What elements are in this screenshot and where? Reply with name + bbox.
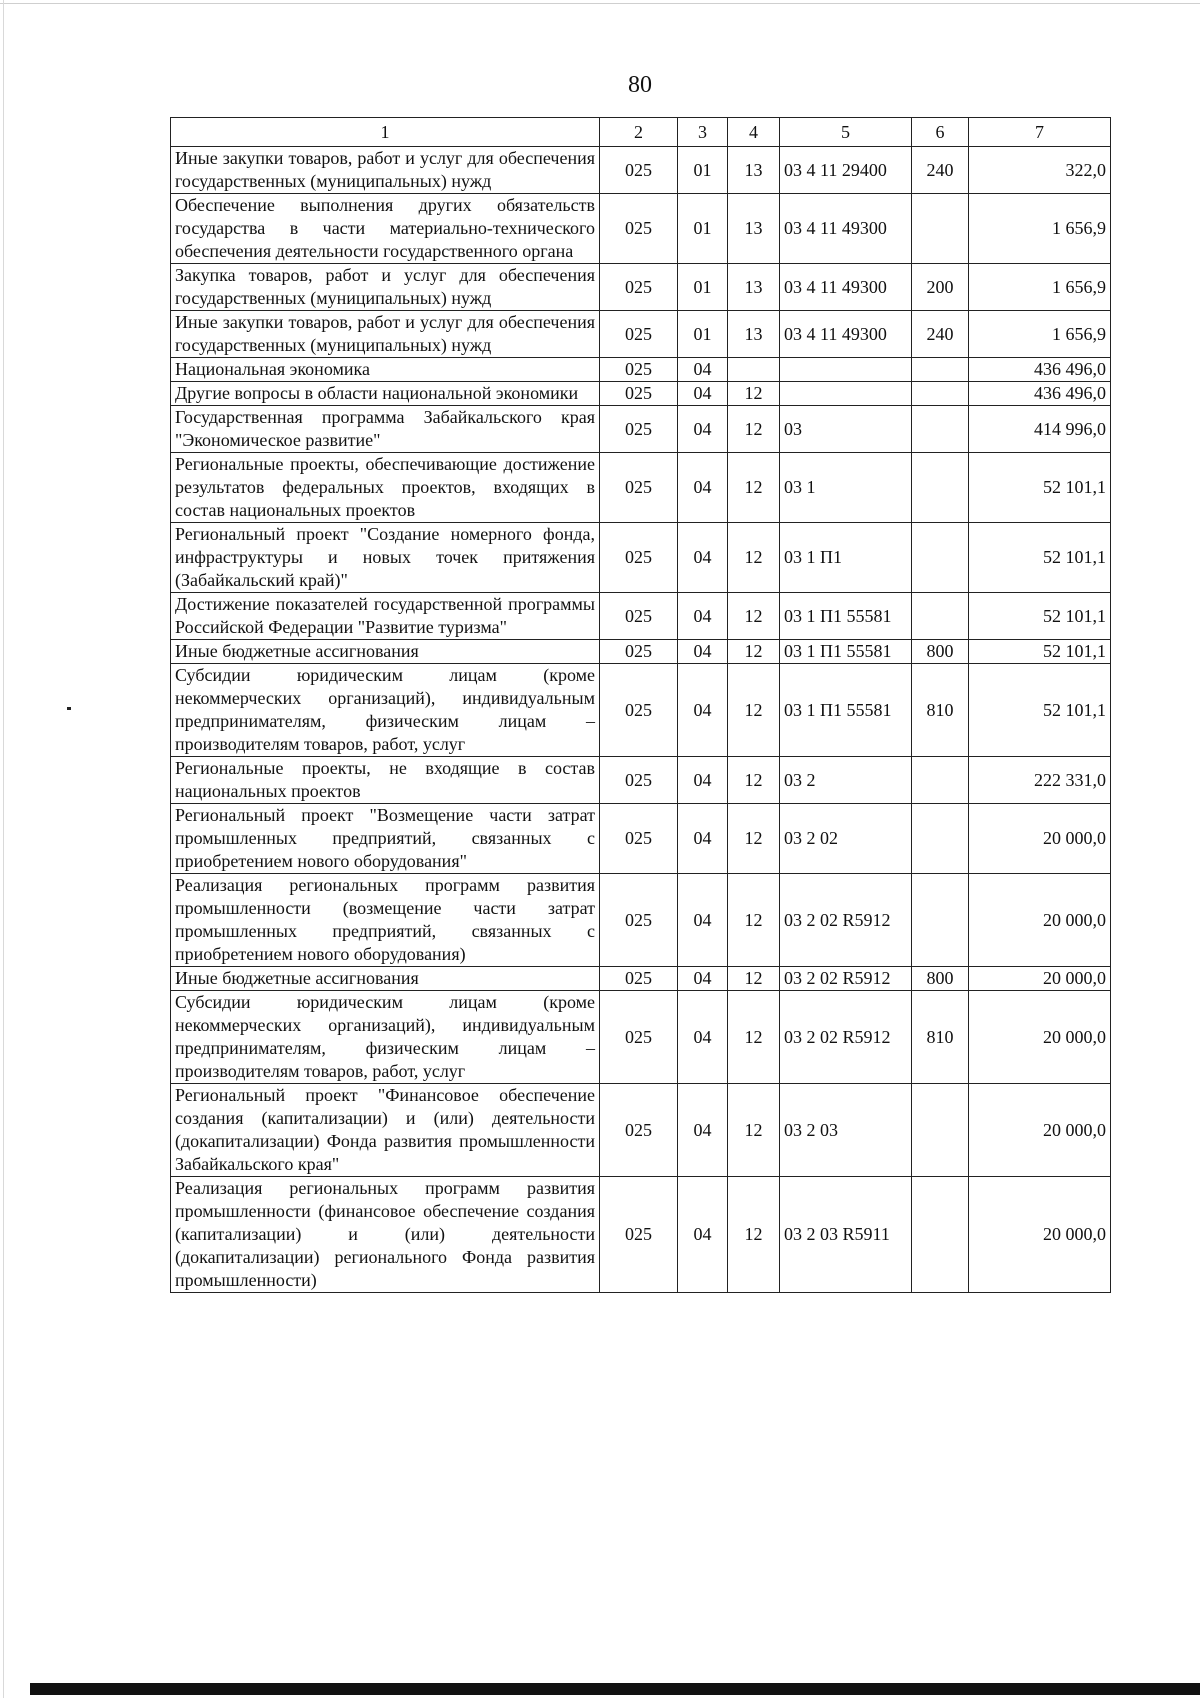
row-description: Региональный проект "Возмещение части затрат промышленных предприятий, связанных с приобретением нового оборудования" bbox=[171, 804, 600, 874]
subsection-code: 12 bbox=[728, 664, 780, 757]
target-article-code: 03 2 03 R5911 bbox=[780, 1177, 912, 1293]
ministry-code: 025 bbox=[600, 664, 678, 757]
section-code: 04 bbox=[678, 874, 728, 967]
row-description: Субсидии юридическим лицам (кроме некоммерческих организаций), индивидуальным предпринимателям, физическим лицам – производителям товаров, работ, услуг bbox=[171, 991, 600, 1084]
amount: 52 101,1 bbox=[969, 640, 1111, 664]
table-row bbox=[171, 1084, 1111, 1177]
amount: 414 996,0 bbox=[969, 406, 1111, 453]
table-header-row bbox=[171, 118, 1111, 147]
row-description: Региональный проект "Создание номерного фонда, инфраструктуры и новых точек притяжения (Забайкальский край)" bbox=[171, 523, 600, 593]
subsection-code: 12 bbox=[728, 382, 780, 406]
subsection-code: 12 bbox=[728, 453, 780, 523]
subsection-code: 12 bbox=[728, 406, 780, 453]
row-description: Национальная экономика bbox=[171, 358, 600, 382]
table-row bbox=[171, 874, 1111, 967]
table-row bbox=[171, 664, 1111, 757]
subsection-code: 12 bbox=[728, 1177, 780, 1293]
table-row bbox=[171, 453, 1111, 523]
header-col-2: 2 bbox=[600, 118, 678, 147]
section-code: 04 bbox=[678, 1084, 728, 1177]
ministry-code: 025 bbox=[600, 593, 678, 640]
ministry-code: 025 bbox=[600, 523, 678, 593]
scan-edge-bottom bbox=[30, 1683, 1200, 1695]
amount: 20 000,0 bbox=[969, 1177, 1111, 1293]
row-description: Достижение показателей государственной программы Российской Федерации "Развитие туризма" bbox=[171, 593, 600, 640]
expense-type-code: 800 bbox=[912, 640, 969, 664]
table-row bbox=[171, 147, 1111, 194]
subsection-code: 12 bbox=[728, 804, 780, 874]
target-article-code bbox=[780, 382, 912, 406]
expense-type-code bbox=[912, 593, 969, 640]
amount: 20 000,0 bbox=[969, 874, 1111, 967]
expense-type-code: 200 bbox=[912, 264, 969, 311]
header-col-7: 7 bbox=[969, 118, 1111, 147]
target-article-code: 03 4 11 49300 bbox=[780, 194, 912, 264]
subsection-code: 13 bbox=[728, 264, 780, 311]
row-description: Региональные проекты, не входящие в состав национальных проектов bbox=[171, 757, 600, 804]
table-row bbox=[171, 264, 1111, 311]
scan-edge-top bbox=[0, 3, 1200, 4]
expense-type-code bbox=[912, 382, 969, 406]
subsection-code: 13 bbox=[728, 147, 780, 194]
amount: 52 101,1 bbox=[969, 523, 1111, 593]
ministry-code: 025 bbox=[600, 453, 678, 523]
target-article-code: 03 2 02 bbox=[780, 804, 912, 874]
row-description: Реализация региональных программ развития промышленности (возмещение части затрат промышленных предприятий, связанных с приобретением нового оборудования) bbox=[171, 874, 600, 967]
amount: 20 000,0 bbox=[969, 804, 1111, 874]
section-code: 04 bbox=[678, 453, 728, 523]
scan-edge-left bbox=[3, 0, 4, 1698]
ministry-code: 025 bbox=[600, 640, 678, 664]
section-code: 04 bbox=[678, 804, 728, 874]
amount: 1 656,9 bbox=[969, 264, 1111, 311]
row-description: Обеспечение выполнения других обязательств государства в части материально-технического обеспечения деятельности государственного органа bbox=[171, 194, 600, 264]
target-article-code: 03 1 П1 55581 bbox=[780, 640, 912, 664]
subsection-code bbox=[728, 358, 780, 382]
amount: 322,0 bbox=[969, 147, 1111, 194]
table-row bbox=[171, 804, 1111, 874]
section-code: 04 bbox=[678, 991, 728, 1084]
expense-type-code bbox=[912, 453, 969, 523]
page-number: 80 bbox=[628, 72, 652, 98]
target-article-code: 03 2 bbox=[780, 757, 912, 804]
target-article-code: 03 2 02 R5912 bbox=[780, 991, 912, 1084]
row-description: Иные закупки товаров, работ и услуг для обеспечения государственных (муниципальных) нужд bbox=[171, 311, 600, 358]
table-row bbox=[171, 991, 1111, 1084]
amount: 222 331,0 bbox=[969, 757, 1111, 804]
table-row bbox=[171, 1177, 1111, 1293]
header-col-6: 6 bbox=[912, 118, 969, 147]
section-code: 04 bbox=[678, 664, 728, 757]
amount: 20 000,0 bbox=[969, 991, 1111, 1084]
header-col-1: 1 bbox=[171, 118, 600, 147]
scan-speck bbox=[67, 707, 71, 710]
target-article-code: 03 4 11 29400 bbox=[780, 147, 912, 194]
row-description: Региональный проект "Финансовое обеспечение создания (капитализации) и (или) деятельности (докапитализации) Фонда развития промышленности Забайкальского края" bbox=[171, 1084, 600, 1177]
expense-type-code: 810 bbox=[912, 664, 969, 757]
amount: 20 000,0 bbox=[969, 967, 1111, 991]
expense-type-code bbox=[912, 406, 969, 453]
section-code: 01 bbox=[678, 194, 728, 264]
table-row bbox=[171, 593, 1111, 640]
target-article-code bbox=[780, 358, 912, 382]
subsection-code: 13 bbox=[728, 194, 780, 264]
subsection-code: 12 bbox=[728, 523, 780, 593]
ministry-code: 025 bbox=[600, 311, 678, 358]
target-article-code: 03 2 02 R5912 bbox=[780, 874, 912, 967]
section-code: 04 bbox=[678, 593, 728, 640]
row-description: Иные бюджетные ассигнования bbox=[171, 967, 600, 991]
row-description: Другие вопросы в области национальной экономики bbox=[171, 382, 600, 406]
section-code: 04 bbox=[678, 358, 728, 382]
row-description: Региональные проекты, обеспечивающие достижение результатов федеральных проектов, входящих в состав национальных проектов bbox=[171, 453, 600, 523]
expense-type-code bbox=[912, 757, 969, 804]
amount: 1 656,9 bbox=[969, 194, 1111, 264]
row-description: Субсидии юридическим лицам (кроме некоммерческих организаций), индивидуальным предпринимателям, физическим лицам – производителям товаров, работ, услуг bbox=[171, 664, 600, 757]
row-description: Иные закупки товаров, работ и услуг для обеспечения государственных (муниципальных) нужд bbox=[171, 147, 600, 194]
row-description: Иные бюджетные ассигнования bbox=[171, 640, 600, 664]
ministry-code: 025 bbox=[600, 804, 678, 874]
target-article-code: 03 4 11 49300 bbox=[780, 311, 912, 358]
section-code: 04 bbox=[678, 640, 728, 664]
target-article-code: 03 1 bbox=[780, 453, 912, 523]
expense-type-code bbox=[912, 358, 969, 382]
target-article-code: 03 1 П1 bbox=[780, 523, 912, 593]
table-row bbox=[171, 311, 1111, 358]
header-col-4: 4 bbox=[728, 118, 780, 147]
expense-type-code: 810 bbox=[912, 991, 969, 1084]
table-row bbox=[171, 382, 1111, 406]
expense-type-code bbox=[912, 194, 969, 264]
table-row bbox=[171, 358, 1111, 382]
section-code: 01 bbox=[678, 311, 728, 358]
ministry-code: 025 bbox=[600, 358, 678, 382]
row-description: Закупка товаров, работ и услуг для обеспечения государственных (муниципальных) нужд bbox=[171, 264, 600, 311]
expense-type-code bbox=[912, 523, 969, 593]
target-article-code: 03 1 П1 55581 bbox=[780, 593, 912, 640]
table-row bbox=[171, 406, 1111, 453]
expense-type-code bbox=[912, 1084, 969, 1177]
subsection-code: 12 bbox=[728, 640, 780, 664]
target-article-code: 03 4 11 49300 bbox=[780, 264, 912, 311]
amount: 436 496,0 bbox=[969, 358, 1111, 382]
row-description: Реализация региональных программ развития промышленности (финансовое обеспечение создания (капитализации) и (или) деятельности (докапитализации) регионального Фонда развития промышленности) bbox=[171, 1177, 600, 1293]
section-code: 04 bbox=[678, 523, 728, 593]
section-code: 04 bbox=[678, 967, 728, 991]
subsection-code: 12 bbox=[728, 991, 780, 1084]
section-code: 04 bbox=[678, 757, 728, 804]
row-description: Государственная программа Забайкальского края "Экономическое развитие" bbox=[171, 406, 600, 453]
ministry-code: 025 bbox=[600, 264, 678, 311]
ministry-code: 025 bbox=[600, 194, 678, 264]
table-row bbox=[171, 967, 1111, 991]
ministry-code: 025 bbox=[600, 874, 678, 967]
header-col-3: 3 bbox=[678, 118, 728, 147]
ministry-code: 025 bbox=[600, 991, 678, 1084]
target-article-code: 03 1 П1 55581 bbox=[780, 664, 912, 757]
ministry-code: 025 bbox=[600, 1084, 678, 1177]
subsection-code: 12 bbox=[728, 593, 780, 640]
expense-type-code bbox=[912, 1177, 969, 1293]
header-col-5: 5 bbox=[780, 118, 912, 147]
ministry-code: 025 bbox=[600, 147, 678, 194]
expense-type-code: 240 bbox=[912, 311, 969, 358]
table-row bbox=[171, 757, 1111, 804]
subsection-code: 12 bbox=[728, 967, 780, 991]
section-code: 04 bbox=[678, 382, 728, 406]
section-code: 01 bbox=[678, 147, 728, 194]
ministry-code: 025 bbox=[600, 406, 678, 453]
ministry-code: 025 bbox=[600, 967, 678, 991]
ministry-code: 025 bbox=[600, 382, 678, 406]
subsection-code: 13 bbox=[728, 311, 780, 358]
amount: 52 101,1 bbox=[969, 453, 1111, 523]
subsection-code: 12 bbox=[728, 874, 780, 967]
table-row bbox=[171, 194, 1111, 264]
target-article-code: 03 2 02 R5912 bbox=[780, 967, 912, 991]
expense-type-code: 800 bbox=[912, 967, 969, 991]
amount: 52 101,1 bbox=[969, 664, 1111, 757]
amount: 1 656,9 bbox=[969, 311, 1111, 358]
amount: 20 000,0 bbox=[969, 1084, 1111, 1177]
subsection-code: 12 bbox=[728, 1084, 780, 1177]
subsection-code: 12 bbox=[728, 757, 780, 804]
ministry-code: 025 bbox=[600, 1177, 678, 1293]
expense-type-code bbox=[912, 874, 969, 967]
table-row bbox=[171, 523, 1111, 593]
section-code: 01 bbox=[678, 264, 728, 311]
table-row bbox=[171, 640, 1111, 664]
ministry-code: 025 bbox=[600, 757, 678, 804]
budget-table bbox=[170, 117, 1111, 1293]
expense-type-code bbox=[912, 804, 969, 874]
target-article-code: 03 2 03 bbox=[780, 1084, 912, 1177]
expense-type-code: 240 bbox=[912, 147, 969, 194]
amount: 436 496,0 bbox=[969, 382, 1111, 406]
amount: 52 101,1 bbox=[969, 593, 1111, 640]
section-code: 04 bbox=[678, 1177, 728, 1293]
section-code: 04 bbox=[678, 406, 728, 453]
target-article-code: 03 bbox=[780, 406, 912, 453]
